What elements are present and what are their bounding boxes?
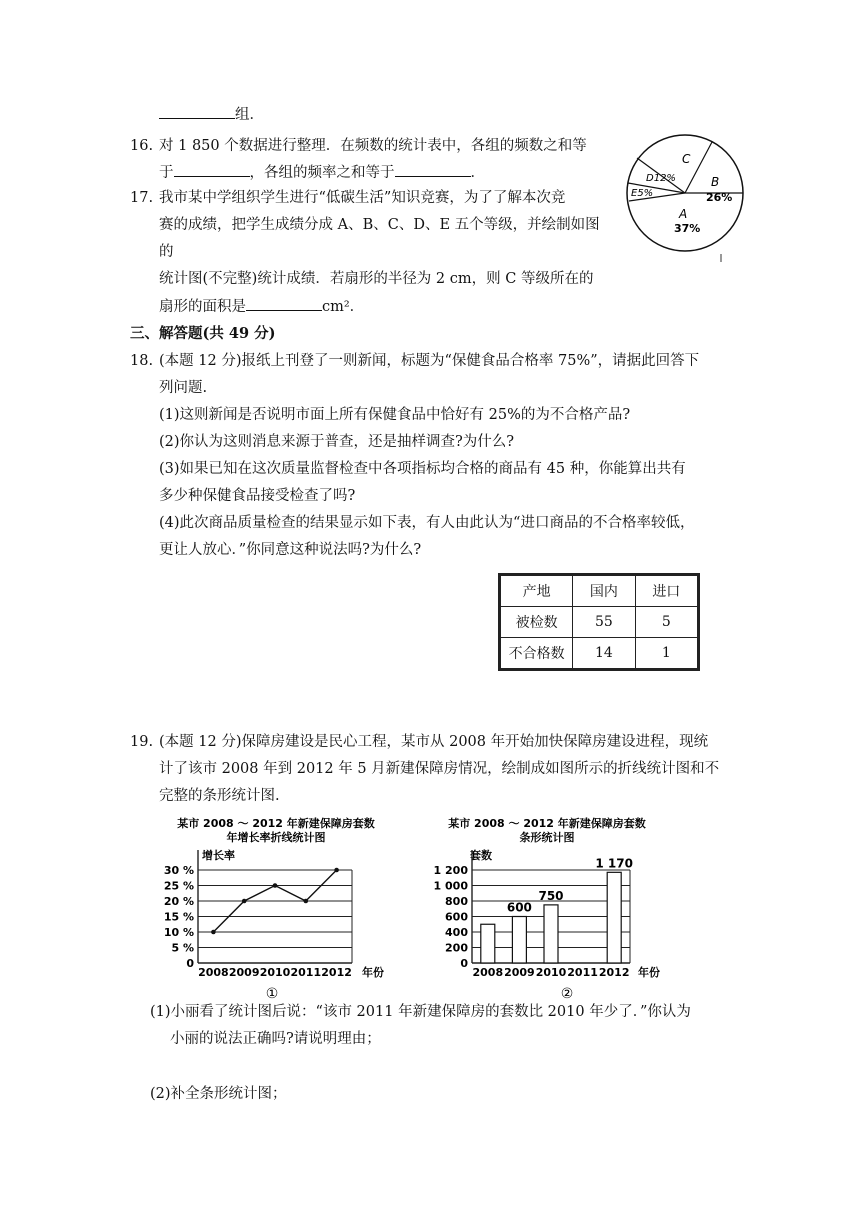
table-cell: 被检数 (501, 607, 573, 638)
table-cell: 14 (573, 638, 635, 669)
bar-chart-y-tick: 600 (445, 910, 468, 924)
q16-line1: 对 1 850 个数据进行整理．在频数的统计表中，各组的频数之和等 (159, 138, 587, 154)
bar-chart-x-tick: 2012 (598, 966, 630, 979)
q16-blank-1 (174, 162, 250, 177)
q17-number: 17. (130, 190, 154, 206)
line-chart-x-tick: 2010 (259, 966, 291, 979)
line-chart-y-tick: 15 % (163, 910, 194, 924)
q19-line3: 完整的条形统计图. (159, 788, 280, 804)
section-3-heading: 三、解答题(共 49 分) (130, 325, 276, 342)
line-chart-title-1: 某市 2008 ～ 2012 年新建保障房套数 (177, 817, 375, 830)
pie-chart (622, 125, 752, 265)
q18-part1: (1)这则新闻是否说明市面上所有保健食品中恰好有 25%的为不合格产品? (159, 407, 631, 423)
bar-data-label: 1 170 (595, 856, 633, 871)
table-cell: 1 (635, 638, 697, 669)
table-header-row (501, 576, 698, 607)
bar-chart-y-tick: 0 (460, 957, 468, 970)
bar (607, 872, 621, 963)
pie-label-d: D12% (646, 173, 676, 184)
bar-chart-xunit: 年份 (638, 966, 660, 979)
table-row (501, 638, 698, 669)
pie-label-a-pct: 37% (674, 222, 701, 235)
bar-chart-y-tick: 400 (445, 926, 468, 939)
bar-chart-y-tick: 200 (445, 941, 468, 955)
line-chart-y-tick: 5 % (171, 941, 194, 955)
q16-text-b: ，各组的频率之和等于 (249, 165, 395, 181)
bar-chart-marker: ② (560, 986, 574, 1002)
q17-line3: 的 (159, 244, 174, 260)
pie-label-e: E5% (631, 188, 654, 199)
line-chart-ylabel: 增长率 (202, 849, 235, 862)
table-header-cell: 进口 (635, 576, 697, 607)
q16-text-c: ． (470, 165, 485, 181)
line-chart-title-2: 年增长率折线统计图 (226, 831, 326, 844)
table-cell: 不合格数 (501, 638, 573, 669)
bar-chart-y-tick: 800 (445, 895, 468, 908)
q17-line2: 赛的成绩，把学生成绩分成 A、B、C、D、E 五个等级，并绘制如图 (159, 217, 600, 233)
q18-line2: 列问题. (159, 380, 208, 396)
line-point (304, 899, 309, 904)
line-chart-y-tick: 25 % (163, 879, 194, 893)
pie-label-b-pct: 26% (706, 191, 733, 204)
q17-text-a: 扇形的面积是 (159, 299, 246, 315)
line-chart-y-tick: 0 (186, 957, 194, 970)
line-chart-marker: ① (265, 986, 279, 1002)
table-header-cell: 产地 (501, 576, 573, 607)
q15-tail (159, 104, 264, 125)
line-point (334, 868, 339, 873)
q19-number: 19. (130, 734, 154, 750)
q15-blank (159, 104, 235, 119)
bar (512, 917, 526, 964)
q17-line4: 统计图(不完整)统计成绩．若扇形的半径为 2 cm，则 C 等级所在的 (159, 271, 594, 287)
bar-chart-y-tick: 1 200 (433, 864, 468, 877)
q17-text-b: cm²． (322, 299, 365, 315)
line-chart-xunit: 年份 (362, 966, 384, 979)
bar-chart-y-tick: 1 000 (433, 879, 468, 893)
bar-chart-ylabel: 套数 (470, 849, 492, 862)
q19-line1: (本题 12 分)保障房建设是民心工程，某市从 2008 年开始加快保障房建设进程，现统 (159, 734, 709, 750)
housing-bar-chart (420, 812, 690, 1002)
q18-part3b: 多少种保健食品接受检查了吗? (159, 488, 356, 504)
line-chart-y-tick: 30 % (163, 864, 194, 877)
q16-line2 (159, 162, 485, 183)
q17-line5 (159, 296, 364, 317)
q17-line1: 我市某中学组织学生进行“低碳生活”知识竞赛，为了了解本次竞 (159, 190, 566, 206)
bar-chart-title-2: 条形统计图 (519, 831, 575, 844)
pie-label-a: A (679, 207, 688, 221)
q18-part3a: (3)如果已知在这次质量监督检查中各项指标均合格的商品有 45 种，你能算出共有 (159, 461, 686, 477)
table-header-cell: 国内 (573, 576, 635, 607)
line-chart-y-tick: 10 % (163, 926, 194, 939)
q18-part2: (2)你认为这则消息来源于普查，还是抽样调查?为什么? (159, 434, 515, 450)
q19-line2: 计了该市 2008 年到 2012 年 5 月新建保障房情况，绘制成如图所示的折线统计图和不 (159, 761, 720, 777)
q15-tail-text: 组． (235, 107, 264, 123)
q17-blank (246, 296, 322, 311)
q19-part1b: 小丽的说法正确吗?请说明理由； (170, 1031, 381, 1047)
bar-chart-x-tick: 2011 (567, 966, 598, 979)
table-cell: 55 (573, 607, 635, 638)
bar (544, 905, 558, 963)
q18-part4b: 更让人放心．”你同意这种说法吗?为什么? (159, 542, 422, 558)
q19-part2: (2)补全条形统计图； (150, 1086, 287, 1102)
line-chart-x-tick: 2011 (290, 966, 322, 979)
line-chart-x-tick: 2008 (198, 966, 229, 979)
line-point (242, 899, 247, 904)
line-point (211, 930, 216, 935)
q16-blank-2 (395, 162, 471, 177)
q16-text-a: 于 (159, 165, 174, 181)
table-cell: 5 (635, 607, 697, 638)
bar-chart-title-1: 某市 2008 ～ 2012 年新建保障房套数 (448, 817, 646, 830)
q16-number: 16. (130, 138, 154, 154)
q19-part1a: (1)小丽看了统计图后说：“该市 2011 年新建保障房的套数比 2010 年少了．”你认为 (150, 1004, 691, 1020)
line-chart-x-tick: 2009 (228, 966, 260, 979)
bar-chart-x-tick: 2009 (504, 966, 535, 979)
bar-data-label: 600 (506, 900, 532, 915)
line-chart-y-tick: 20 % (163, 895, 194, 908)
q18-number: 18. (130, 353, 154, 369)
bar-chart-x-tick: 2010 (535, 966, 567, 979)
line-chart-x-tick: 2012 (321, 966, 352, 979)
pie-label-b: B (711, 175, 720, 189)
growth-rate-line-chart (150, 812, 410, 1002)
table-row (501, 607, 698, 638)
bar (481, 924, 495, 963)
line-point (273, 883, 278, 888)
q18-part4a: (4)此次商品质量检查的结果显示如下表，有人由此认为“进口商品的不合格率较低， (159, 515, 695, 531)
bar-data-label: 750 (538, 888, 564, 903)
pie-label-c: C (682, 152, 691, 166)
bar-chart-x-tick: 2008 (472, 966, 504, 979)
q18-line1: (本题 12 分)报纸上刊登了一则新闻，标题为“保健食品合格率 75%”，请据此回答下 (159, 353, 700, 369)
inspection-table (500, 575, 698, 669)
